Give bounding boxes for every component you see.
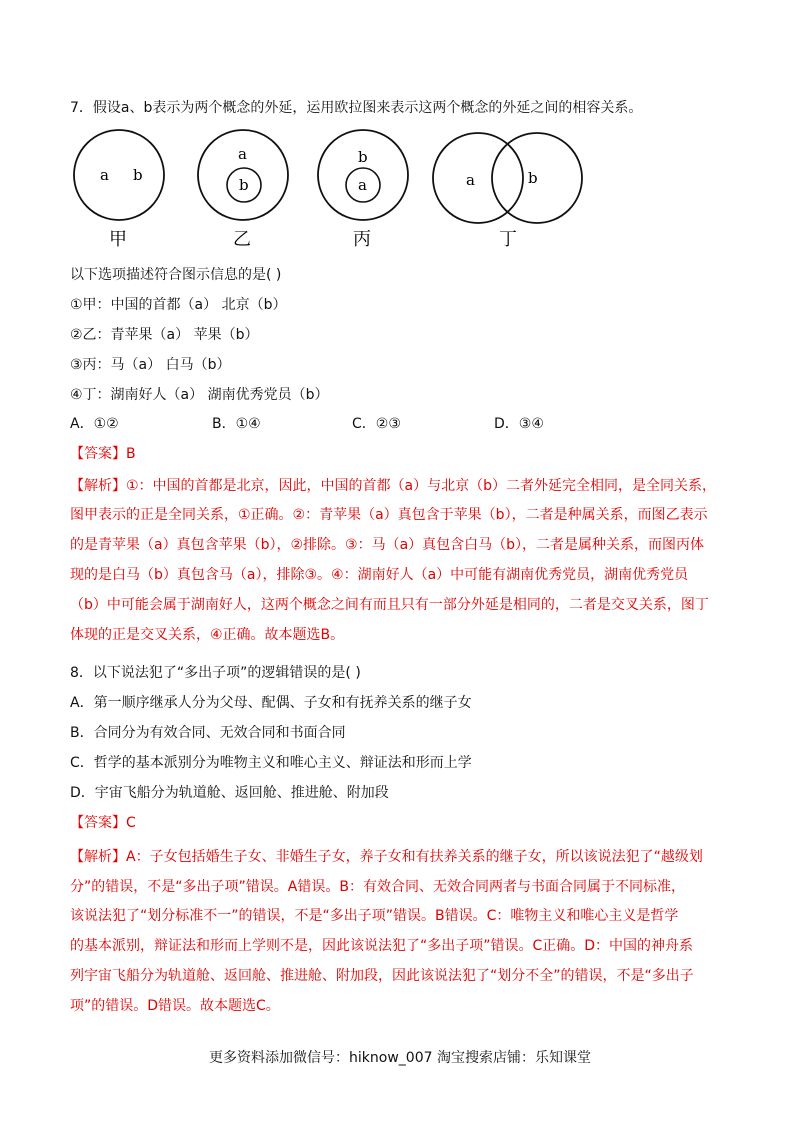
diagram-yi — [198, 130, 288, 250]
question-7-analysis-line-1: 【解析】①：中国的首都是北京，因此，中国的首都（a）与北京（b）二者外延完全相同，是全同关系， — [70, 478, 717, 494]
diagram-yi-caption: 乙 — [233, 229, 251, 250]
diagram-ding-right-label: b — [528, 169, 538, 187]
question-8-option-b: B．合同分为有效合同、无效合同和书面合同 — [70, 725, 346, 741]
question-8-stem: 8．以下说法犯了“多出子项”的逻辑错误的是( ) — [70, 665, 361, 681]
question-7-item-2: ②乙：青苹果（a） 苹果（b） — [70, 327, 259, 343]
question-7-option-b: B．①④ — [212, 416, 261, 432]
question-8-analysis-line-2: 分”的错误，不是“多出子项”错误。A错误。B：有效合同、无效合同两者与书面合同属于不同标准， — [70, 879, 685, 895]
question-7-analysis-line-4: 现的是白马（b）真包含马（a），排除③。④：湖南好人（a）中可能有湖南优秀党员，湖南优秀党员 — [70, 567, 689, 583]
question-7-analysis-line-3: 的是青苹果（a）真包含苹果（b），②排除。③：马（a）真包含白马（b），二者是属种关系，而图丙体 — [70, 537, 705, 553]
diagram-ding-left-circle — [433, 133, 523, 223]
diagram-bing-outer-circle — [318, 130, 408, 220]
question-7-analysis-line-2: 图甲表示的正是全同关系，①正确。②：青苹果（a）真包含于苹果（b），二者是种属关系，而图乙表示 — [70, 507, 708, 523]
euler-diagrams-svg — [70, 128, 590, 258]
diagram-bing-inner-label: a — [358, 176, 367, 194]
page-footer: 更多资料添加微信号：hiknow_007 淘宝搜索店铺：乐知课堂 — [209, 1050, 591, 1066]
diagram-bing-outer-label: b — [358, 148, 368, 166]
diagram-jia-circle — [74, 130, 164, 220]
diagram-yi-outer-label: a — [238, 145, 247, 163]
diagram-jia-label-a: a — [100, 166, 109, 184]
question-8-answer: 【答案】C — [70, 815, 136, 831]
question-7-option-c: C．②③ — [352, 416, 401, 432]
question-8-option-a: A．第一顺序继承人分为父母、配偶、子女和有抚养关系的继子女 — [70, 695, 472, 711]
diagram-jia-caption: 甲 — [109, 229, 127, 250]
diagram-ding-left-label: a — [466, 171, 475, 189]
question-7-analysis-line-5: （b）中可能会属于湖南好人，这两个概念之间有而且只有一部分外延是相同的，二者是交叉关系，图丁 — [70, 597, 709, 613]
question-7-option-d: D．③④ — [494, 416, 544, 432]
question-7-item-4: ④丁：湖南好人（a） 湖南优秀党员（b） — [70, 387, 329, 403]
question-7-stem: 7．假设a、b表示为两个概念的外延，运用欧拉图来表示这两个概念的外延之间的相容关系。 — [70, 100, 643, 116]
question-7-option-a: A．①② — [70, 416, 119, 432]
question-8-option-c: C．哲学的基本派别分为唯物主义和唯心主义、辩证法和形而上学 — [70, 755, 472, 771]
question-7-prompt: 以下选项描述符合图示信息的是( ) — [70, 267, 282, 283]
diagram-ding-caption: 丁 — [499, 229, 517, 250]
euler-diagrams — [70, 128, 590, 258]
diagram-yi-inner-label: b — [239, 176, 249, 194]
question-8-analysis-line-1: 【解析】A：子女包括婚生子女、非婚生子女，养子女和有扶养关系的继子女，所以该说法犯了“越级划 — [70, 849, 703, 865]
question-8-analysis-line-6: 项”的错误。D错误。故本题选C。 — [70, 998, 280, 1014]
diagram-bing-caption: 丙 — [353, 229, 371, 250]
question-8-option-d: D．宇宙飞船分为轨道舱、返回舱、推进舱、附加段 — [70, 785, 389, 801]
question-7-item-1: ①甲：中国的首都（a） 北京（b） — [70, 297, 287, 313]
diagram-yi-outer-circle — [198, 130, 288, 220]
diagram-bing — [318, 130, 408, 250]
question-8-analysis-line-4: 的基本派别，辩证法和形而上学则不是，因此该说法犯了“多出子项”错误。C正确。D：中国的神舟系 — [70, 938, 694, 954]
question-7-item-3: ③丙：马（a） 白马（b） — [70, 357, 231, 373]
diagram-ding — [433, 133, 582, 250]
question-7-analysis-line-6: 体现的正是交叉关系，④正确。故本题选B。 — [70, 627, 345, 643]
diagram-jia — [74, 130, 164, 250]
question-8-analysis-line-5: 列宇宙飞船分为轨道舱、返回舱、推进舱、附加段，因此该说法犯了“划分不全”的错误，不是“多出子 — [70, 968, 694, 984]
question-8-analysis-line-3: 该说法犯了“划分标准不一”的错误，不是“多出子项”错误。B错误。C：唯物主义和唯心主义是哲学 — [70, 908, 679, 924]
diagram-jia-label-b: b — [133, 166, 143, 184]
question-7-answer: 【答案】B — [70, 446, 136, 462]
